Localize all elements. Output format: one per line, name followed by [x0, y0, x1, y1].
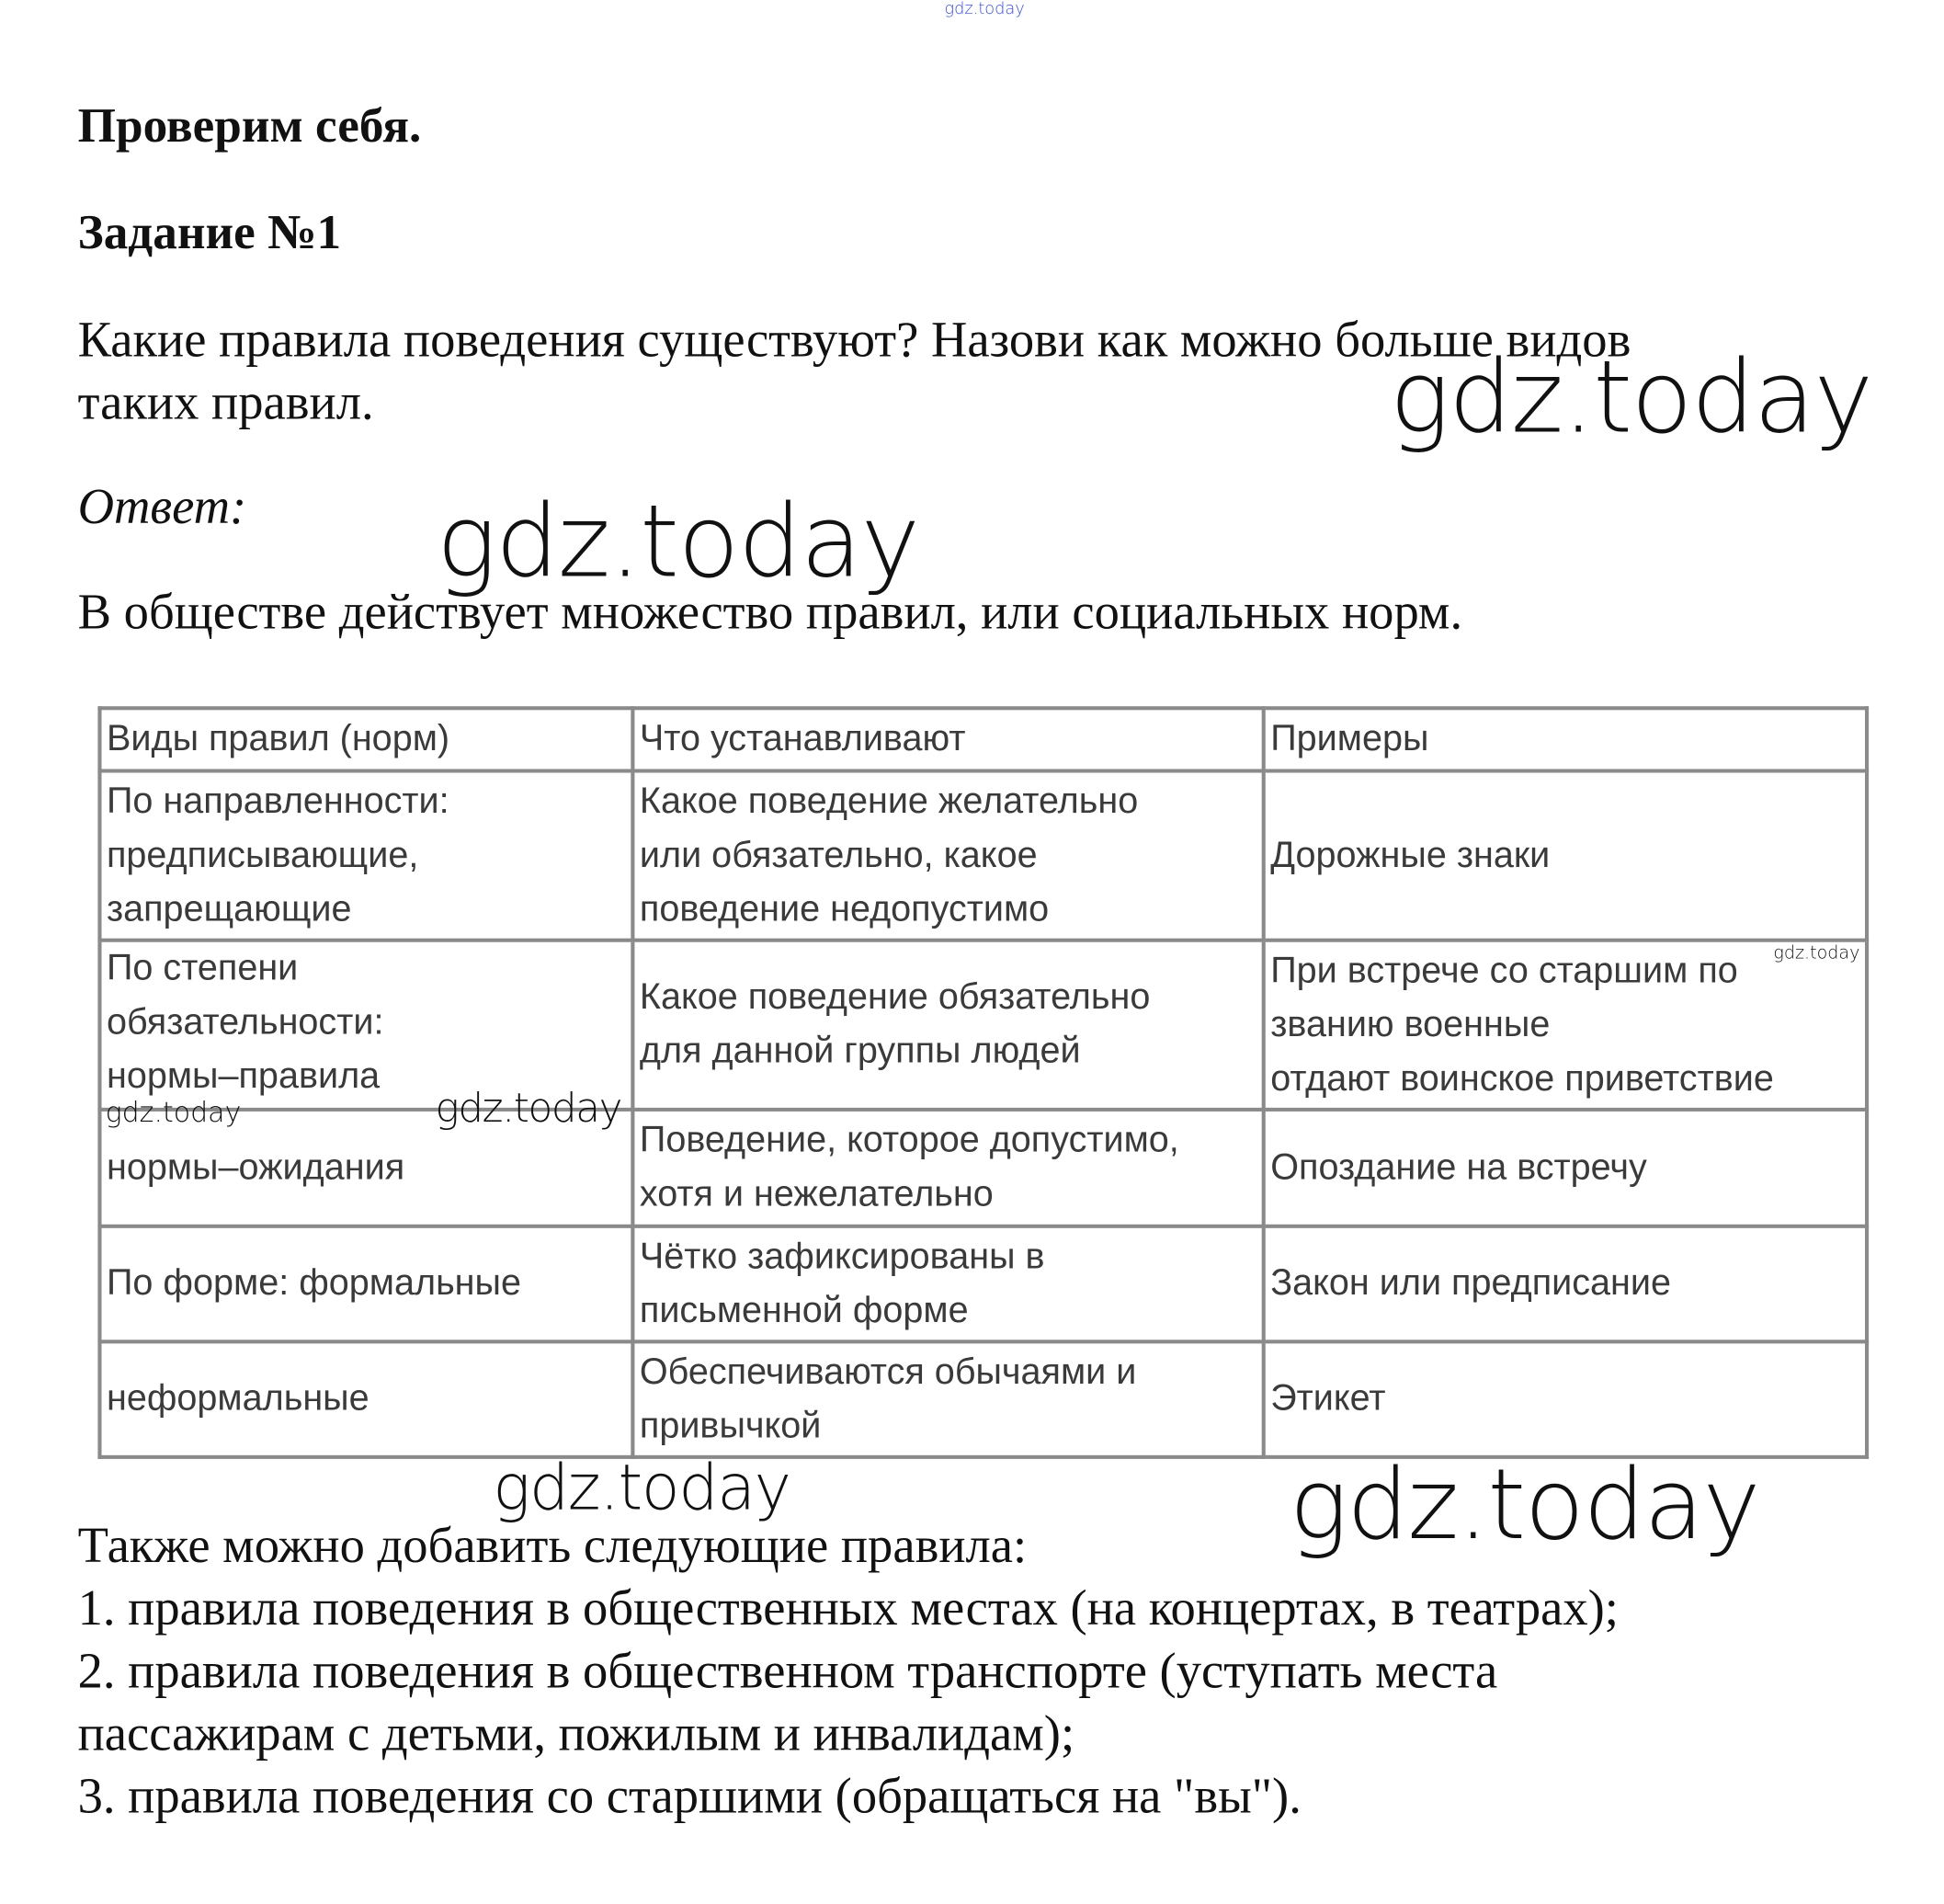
watermark: gdz.today — [1289, 1448, 1760, 1562]
watermark: gdz.today — [1389, 338, 1872, 456]
task-title: Задание №1 — [77, 205, 342, 260]
cell-line: Какое поведение желательно — [639, 781, 1139, 822]
table-row — [99, 1341, 1867, 1457]
cell-line: званию военные — [1270, 1004, 1551, 1044]
cell-line: нормы–ожидания — [106, 1146, 405, 1188]
cell-line: Обеспечиваются обычаями и — [639, 1351, 1137, 1392]
cell-line: обязательности: — [106, 1002, 384, 1043]
extra-line: 1. правила поведения в общественных местах (на концертах, в театрах); — [77, 1579, 1619, 1636]
cell-line: По направленности: — [106, 781, 449, 822]
cell-line: неформальные — [106, 1378, 369, 1419]
table-cell — [99, 770, 632, 940]
question-line: Какие правила поведения существуют? Назови как можно больше видов — [77, 311, 1631, 368]
table-cell — [632, 941, 1263, 1110]
extra-line: 3. правила поведения со старшими (обращаться на "вы"). — [77, 1767, 1302, 1824]
watermark: gdz.today — [435, 1083, 622, 1132]
cell-line: Опоздание на встречу — [1270, 1146, 1647, 1188]
cell-line: Дорожные знаки — [1270, 835, 1551, 875]
cell-line: поведение недопустимо — [639, 888, 1050, 929]
cell-line: Закон или предписание — [1270, 1263, 1672, 1304]
norms-table — [97, 706, 1869, 1459]
table-cell — [99, 1341, 632, 1457]
header-cell: Примеры — [1264, 708, 1867, 770]
cell-line: Поведение, которое допустимо, — [639, 1120, 1179, 1161]
cell-line: По форме: формальные — [106, 1263, 521, 1304]
cell-line: запрещающие — [106, 888, 352, 929]
table-cell — [632, 1226, 1263, 1342]
answer-label: Ответ: — [77, 477, 247, 535]
table-cell — [632, 770, 1263, 940]
watermark: gdz.today — [493, 1451, 790, 1524]
table-cell — [1264, 1110, 1867, 1226]
cell-line: Какое поведение обязательно — [639, 976, 1151, 1018]
table-row — [99, 770, 1867, 940]
heading: Проверим себя. — [77, 98, 422, 154]
cell-line: нормы–правила — [106, 1055, 381, 1097]
cell-line: Чётко зафиксированы в — [639, 1236, 1045, 1277]
question-line: таких правил. — [77, 373, 374, 431]
cell-line: По степени — [106, 948, 299, 989]
table-cell — [632, 1341, 1263, 1457]
cell-line: или обязательно, какое — [639, 835, 1038, 875]
cell-line: предписывающие, — [106, 835, 419, 875]
header-cell: Что устанавливают — [632, 708, 1263, 770]
cell-line: для данной группы людей — [639, 1031, 1081, 1072]
watermark: gdz.today — [105, 1097, 242, 1130]
table-row — [99, 941, 1867, 1110]
watermark-top: gdz.today — [944, 0, 1025, 19]
cell-line: хотя и нежелательно — [639, 1174, 994, 1214]
watermark: gdz.today — [1773, 943, 1860, 963]
table-row — [99, 1110, 1867, 1226]
table-cell — [1264, 941, 1867, 1110]
intro-text: В обществе действует множество правил, или социальных норм. — [77, 583, 1463, 640]
extra-line: пассажирам с детьми, пожилым и инвалидам); — [77, 1704, 1075, 1761]
extra-line: Также можно добавить следующие правила: — [77, 1516, 1028, 1574]
table-cell — [99, 1226, 632, 1342]
table-cell — [632, 1110, 1263, 1226]
table-header-row — [99, 708, 1867, 770]
extra-line: 2. правила поведения в общественном транспорте (уступать места — [77, 1642, 1498, 1699]
table-cell — [1264, 1226, 1867, 1342]
cell-line: При встрече со старшим по — [1270, 950, 1738, 991]
cell-line: Этикет — [1270, 1378, 1386, 1419]
cell-line: привычкой — [639, 1405, 822, 1446]
table-cell — [1264, 770, 1867, 940]
header-cell: Виды правил (норм) — [99, 708, 632, 770]
watermark: gdz.today — [436, 483, 919, 600]
cell-line: письменной форме — [639, 1290, 969, 1331]
table-row — [99, 1226, 1867, 1342]
cell-line: отдают воинское приветствие — [1270, 1057, 1774, 1099]
table-cell — [1264, 1341, 1867, 1457]
